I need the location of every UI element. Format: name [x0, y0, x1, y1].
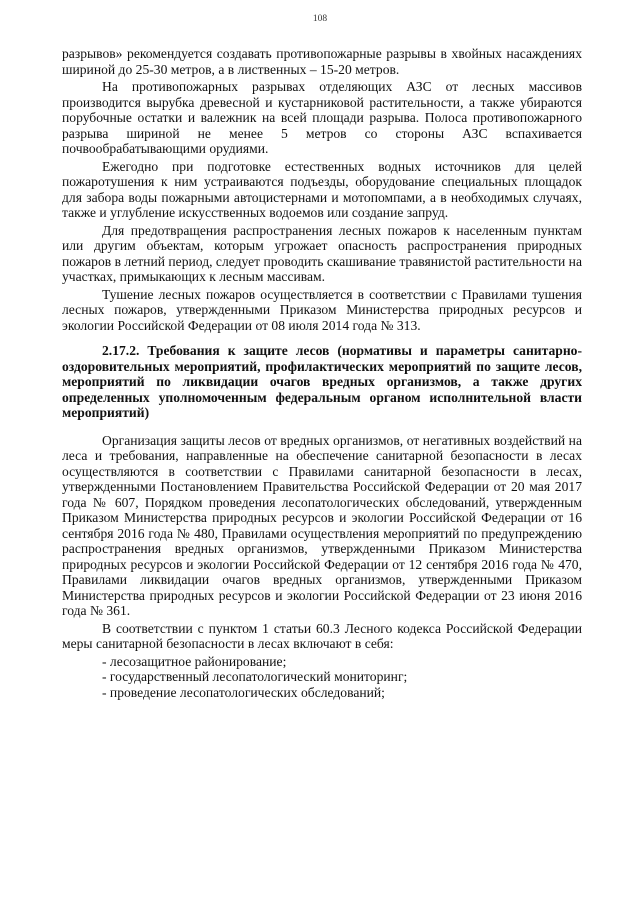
page-number: 108 [312, 14, 328, 24]
section-heading: 2.17.2. Требования к защите лесов (нормативы и параметры санитарно-оздоровительных мероприятий, профилактических мероприятий по защите лесов, мероприятий по ликвидации очагов вредных организмов, а также других определенных уполномоченным федеральным органом исполнительной власти мероприятий) [62, 343, 582, 420]
page-content [62, 46, 582, 700]
list-item: - проведение лесопатологических обследований; [102, 684, 385, 700]
paragraph: Организация защиты лесов от вредных организмов, от негативных воздействий на леса и требования, направленные на обеспечение санитарной безопасности в лесах осуществляются в соответствии с Правилами санитарной безопасности в лесах, утвержденными Постановлением Правительства Российской Федерации от 20 мая 2017 года № 607, Порядком проведения лесопатологических обследований, утвержденным Приказом Министерства природных ресурсов и экологии Российской Федерации от 16 сентября 2016 года № 480, Правилами осуществления мероприятий по предупреждению распространения вредных организмов, утвержденными Приказом Министерства природных ресурсов и экологии Российской Федерации от 12 сентября 2016 года № 470, Правилами ликвидации очагов вредных организмов, утвержденными Приказом Министерства природных ресурсов и экологии Российской Федерации от 23 июня 2016 года № 361. [62, 432, 582, 618]
paragraph: В соответствии с пунктом 1 статьи 60.3 Лесного кодекса Российской Федерации меры санитарной безопасности в лесах включают в себя: [62, 620, 582, 651]
paragraph: На противопожарных разрывах отделяющих АЗС от лесных массивов производится вырубка древесной и кустарниковой растительности, а также убираются порубочные остатки и валежник на всей площади разрыва. Полоса противопожарного разрыва шириной не менее 5 метров со стороны АЗС вспахивается почвообрабатывающими орудиями. [62, 79, 582, 156]
paragraph: Для предотвращения распространения лесных пожаров к населенным пунктам или другим объектам, которым угрожает опасность распространения природных пожаров в летний период, следует проводить скашивание травянистой растительности на участках, примыкающих к лесным массивам. [62, 222, 582, 284]
paragraph: Тушение лесных пожаров осуществляется в соответствии с Правилами тушения лесных пожаров, утвержденными Приказом Министерства природных ресурсов и экологии Российской Федерации от 08 июля 2014 года № 313. [62, 286, 582, 333]
paragraph: Ежегодно при подготовке естественных водных источников для целей пожаротушения к ним устраиваются подъезды, оборудование специальных площадок для забора воды пожарными автоцистернами и мотопомпами, а в необходимых случаях, также и углубление искусственных водоемов или создание запруд. [62, 158, 582, 220]
list-item: - лесозащитное районирование; [102, 653, 287, 669]
list-item: - государственный лесопатологический мониторинг; [102, 669, 408, 684]
paragraph: разрывов» рекомендуется создавать противопожарные разрывы в хвойных насаждениях шириной до 25-30 метров, а в лиственных – 15-20 метров. [62, 46, 582, 77]
